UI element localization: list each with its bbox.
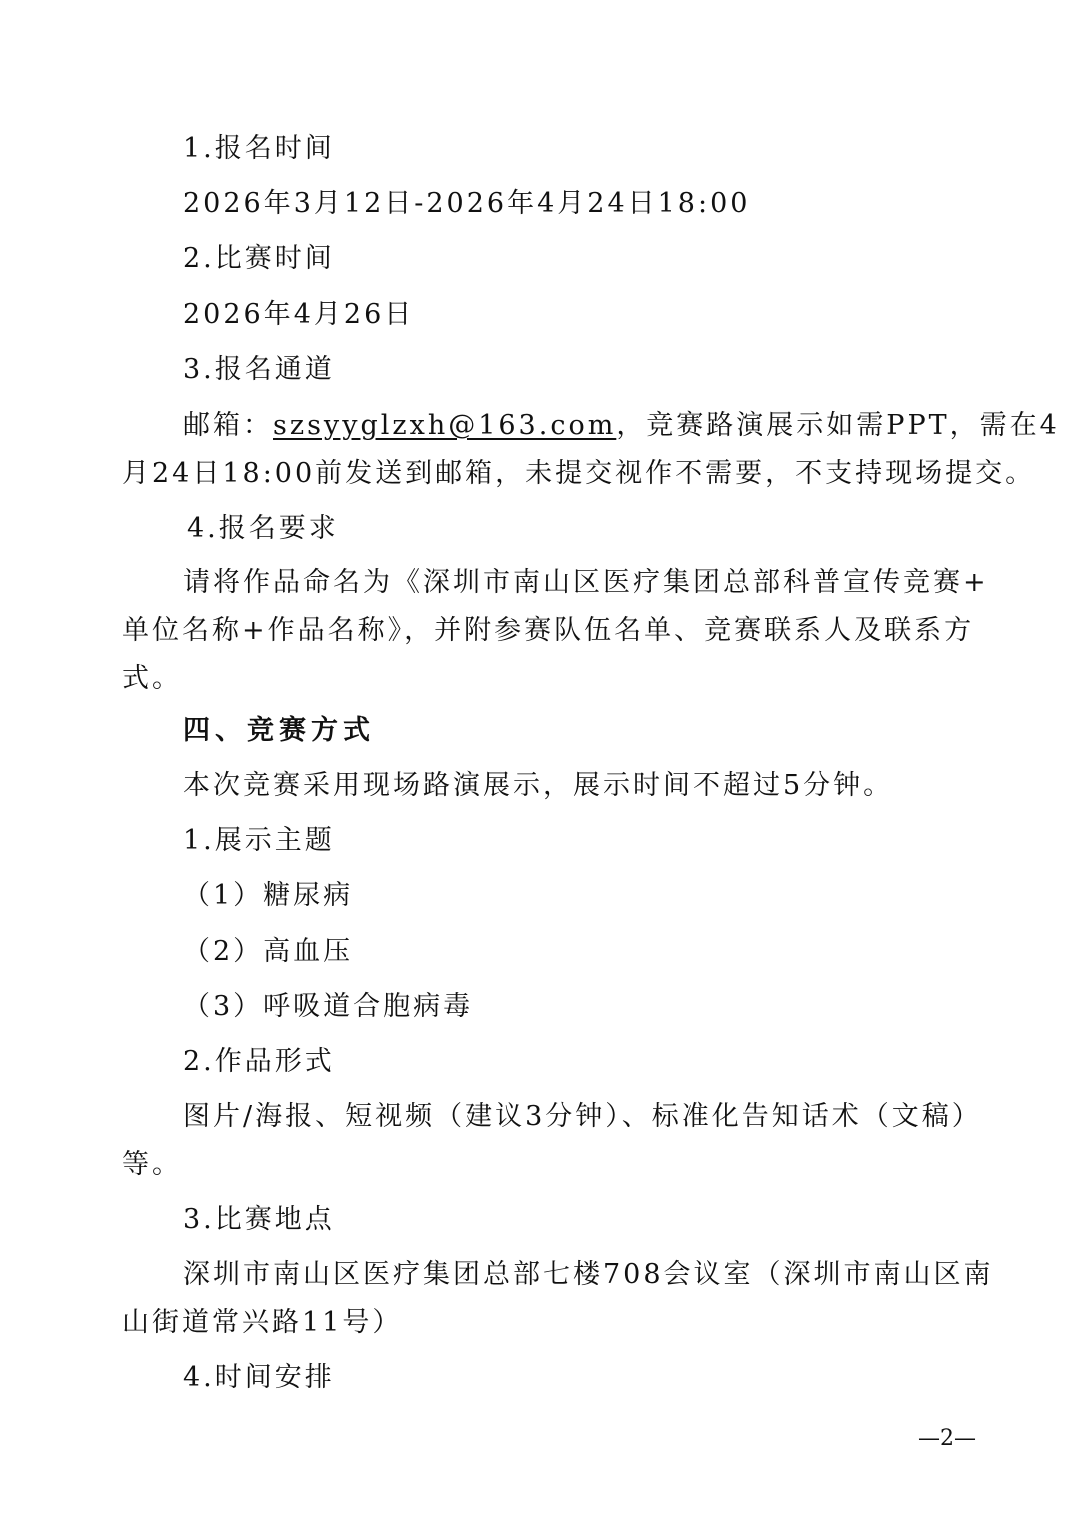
venue-continuation: 山街道常兴路11号） (122, 1307, 403, 1338)
requirements-paragraph: 请将作品命名为《深圳市南山区医疗集团总部科普宣传竞赛+ (183, 567, 989, 598)
registration-channel-paragraph (0, 406, 1080, 446)
requirements-continuation-1: 单位名称+作品名称》，并附参赛队伍名单、竞赛联系人及联系方 (122, 615, 975, 646)
section-item-work-format: 2.作品形式 (183, 1046, 335, 1077)
email-note: ，竞赛路演展示如需PPT，需在4 (616, 410, 1060, 441)
section-item-competition-time: 2.比赛时间 (183, 243, 335, 274)
work-format-paragraph: 图片/海报、短视频（建议3分钟）、标准化告知话术（文稿） (183, 1101, 982, 1132)
section-heading-competition-method: 四、竞赛方式 (183, 715, 375, 746)
page-number: —2— (918, 1426, 976, 1451)
section-item-presentation-theme: 1.展示主题 (183, 825, 335, 856)
requirements-continuation-2: 式。 (122, 663, 182, 694)
venue-paragraph: 深圳市南山区医疗集团总部七楼708会议室（深圳市南山区南 (183, 1259, 994, 1290)
theme-item-hypertension: （2）高血压 (183, 936, 354, 967)
competition-method-intro: 本次竞赛采用现场路演展示，展示时间不超过5分钟。 (183, 770, 894, 801)
email-label: 邮箱： (183, 410, 273, 441)
theme-item-diabetes: （1）糖尿病 (183, 880, 354, 911)
registration-channel-continuation: 月24日18:00前发送到邮箱，未提交视作不需要，不支持现场提交。 (122, 458, 1036, 489)
section-item-registration-requirements: 4.报名要求 (187, 513, 339, 544)
section-item-competition-venue: 3.比赛地点 (183, 1204, 335, 1235)
competition-time-value: 2026年4月26日 (183, 299, 415, 330)
work-format-continuation: 等。 (122, 1149, 182, 1180)
theme-item-rsv: （3）呼吸道合胞病毒 (183, 991, 474, 1022)
email-link[interactable]: szsyyglzxh@163.com (273, 410, 617, 441)
section-item-schedule: 4.时间安排 (183, 1362, 335, 1393)
section-item-registration-time: 1.报名时间 (183, 133, 335, 164)
registration-time-value: 2026年3月12日-2026年4月24日18:00 (183, 188, 751, 219)
section-item-registration-channel: 3.报名通道 (183, 354, 335, 385)
